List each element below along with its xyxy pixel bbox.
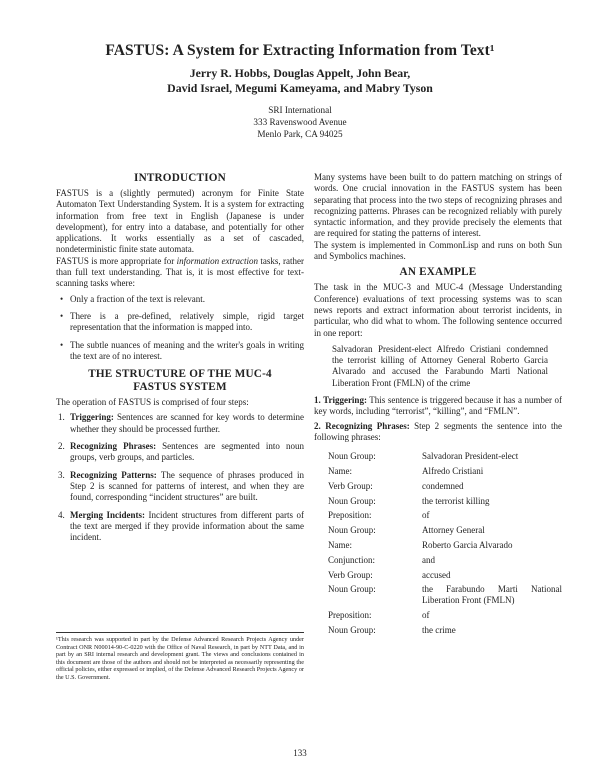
phrase-type: Noun Group:	[328, 495, 376, 506]
step-text: Sentences are scanned for key words to determine whether they should be processed further.	[70, 412, 304, 434]
step-name: Recognizing Patterns:	[70, 469, 157, 480]
structure-intro: The operation of FASTUS is comprised of four steps:	[56, 397, 249, 408]
intro-paragraph-2	[56, 256, 304, 290]
table-row	[314, 481, 562, 496]
phrase-text: the terrorist killing	[422, 495, 490, 506]
phrase-type: Noun Group:	[328, 584, 376, 595]
table-row	[314, 496, 562, 511]
triggering-label: 1. Triggering:	[314, 395, 367, 406]
table-row	[314, 584, 562, 609]
affiliation-street: 333 Ravenswood Avenue	[253, 117, 347, 127]
right-column	[314, 172, 562, 639]
phrase-type: Verb Group:	[328, 480, 373, 491]
implementation-paragraph: The system is implemented in CommonLisp and runs on both Sun and Symbolics machines.	[314, 239, 562, 262]
phrases-text: Step 2 segments the sentence into the following phrases:	[314, 420, 563, 442]
step-text: The sequence of phrases produced in Step 2 is scanned for patterns of interest, and when they are found, corresponding “incident structures” are built.	[70, 469, 304, 503]
step-text: Sentences are segmented into noun groups, verb groups, and particles.	[70, 441, 304, 463]
page-number: 133	[293, 748, 307, 758]
phrase-type: Conjunction:	[328, 554, 375, 565]
phrase-type: Name:	[328, 540, 352, 551]
paper-title: FASTUS: A System for Extracting Information from Text¹	[105, 42, 495, 59]
phrase-text: and	[422, 554, 435, 565]
phrase-table	[314, 451, 562, 639]
intro-p2-prefix: FASTUS is more appropriate for	[56, 255, 177, 266]
phrases-paragraph	[314, 421, 562, 444]
phrase-text: accused	[422, 569, 451, 580]
table-row	[314, 625, 562, 640]
step-number: 2.	[58, 441, 65, 452]
authors-line-1: Jerry R. Hobbs, Douglas Appelt, John Bear,	[189, 66, 411, 80]
triggering-paragraph	[314, 395, 562, 418]
affiliation	[0, 104, 600, 140]
phrase-text: of	[422, 510, 430, 521]
phrase-type: Noun Group:	[328, 451, 376, 462]
step-name: Recognizing Phrases:	[70, 441, 157, 452]
list-item: • Only a fraction of the text is relevant.	[70, 294, 304, 305]
intro-paragraph-1: FASTUS is a (slightly permuted) acronym for Finite State Automaton Text Understanding System. It is a system for extracting information from free text in English (Japanese is under development), for entry into a database, and potentially for other applications. It works essentially as a set of cascaded, nondeterministic finite state automata.	[56, 188, 304, 255]
example-paragraph: The task in the MUC-3 and MUC-4 (Message Understanding Conference) evaluations of text processing systems was to scan news reports and extract information about terrorist incidents, in particular, who did what to whom. The following sentence occurred in one report:	[314, 282, 562, 338]
list-item: • There is a pre-defined, relatively simple, rigid target representation that the information is mapped into.	[70, 311, 304, 334]
phrase-type: Preposition:	[328, 510, 372, 521]
introduction-heading: INTRODUCTION	[134, 172, 226, 184]
phrase-type: Name:	[328, 466, 352, 477]
phrase-text: Roberto Garcia Alvarado	[422, 540, 513, 551]
triggering-text: This sentence is triggered because it has a number of key words, including “terrorist”, “killing”, and “FMLN”.	[314, 395, 562, 417]
right-paragraph-top: Many systems have been built to do pattern matching on strings of words. One crucial innovation in the FASTUS system has been separating that process into the two steps of recognizing phrases and recognizing patterns. Phrases can be recognized reliably with purely syntactic information, and they provide precisely the elements that are required for stating the patterns of interest.	[314, 172, 562, 239]
structure-heading-line-1: THE STRUCTURE OF THE MUC-4	[88, 368, 272, 381]
phrase-text: condemned	[422, 480, 464, 491]
footnote: ¹This research was supported in part by the Defense Advanced Research Projects Agency under Contract ONR N00014-90-C-0220 with the Office of Naval Research, in part by NTT Data, and in part by an SRI internal research and development grant. The views and conclusions contained in this document are those of the authors and should not be interpreted as necessarily representing the official policies, either expressed or implied, of the Defense Advanced Research Projects Agency or the U.S. Government.	[56, 632, 304, 682]
table-row	[314, 510, 562, 525]
phrase-text: Salvadoran President-elect	[422, 451, 519, 462]
intro-p2-emphasis: information extraction	[176, 255, 259, 266]
structure-heading-line-2: FASTUS SYSTEM	[133, 381, 227, 394]
table-row	[314, 570, 562, 585]
step-number: 3.	[58, 469, 65, 480]
step-number: 4.	[58, 509, 65, 520]
authors-line-2: David Israel, Megumi Kameyama, and Mabry Tyson	[167, 81, 433, 95]
phrase-text: Attorney General	[422, 525, 485, 536]
phrase-type: Verb Group:	[328, 569, 373, 580]
step-name: Merging Incidents:	[70, 509, 146, 520]
list-item	[58, 509, 304, 544]
table-row	[314, 466, 562, 481]
list-item	[58, 412, 304, 435]
author-list	[0, 66, 600, 96]
phrase-text: the Farabundo Marti National Liberation Front (FMLN)	[422, 584, 562, 605]
example-quote: Salvadoran President-elect Alfredo Cristiani condemned the terrorist killing of Attorney General Roberto Garcia Alvarado and accused the Farabundo Marti National Liberation Front (FMLN) of the crime	[332, 343, 548, 388]
phrase-text: the crime	[422, 624, 456, 635]
table-row	[314, 540, 562, 555]
left-column	[56, 172, 304, 549]
step-list	[56, 412, 304, 543]
phrase-type: Noun Group:	[328, 624, 376, 635]
table-row	[314, 610, 562, 625]
table-row	[314, 451, 562, 466]
example-heading: AN EXAMPLE	[399, 266, 477, 279]
phrase-type: Noun Group:	[328, 525, 376, 536]
list-item: • The subtle nuances of meaning and the writer's goals in writing the text are of no interest.	[70, 340, 304, 363]
phrase-text: of	[422, 609, 430, 620]
phrase-type: Preposition:	[328, 609, 372, 620]
intro-bullet-list	[56, 294, 304, 362]
step-text: Incident structures from different parts of the text are merged if they provide information about the same incident.	[70, 509, 304, 543]
table-row	[314, 525, 562, 540]
affiliation-org: SRI International	[268, 105, 332, 115]
list-item	[58, 441, 304, 464]
phrases-label: 2. Recognizing Phrases:	[314, 420, 410, 431]
step-number: 1.	[58, 412, 65, 423]
phrase-text: Alfredo Cristiani	[422, 466, 484, 477]
step-name: Triggering:	[70, 412, 114, 423]
list-item	[58, 469, 304, 504]
table-row	[314, 555, 562, 570]
affiliation-city: Menlo Park, CA 94025	[257, 129, 343, 139]
structure-heading	[56, 368, 304, 394]
intro-p2-suffix: tasks, rather than full text understanding. That is, it is most effective for text-scanning tasks where:	[56, 255, 304, 289]
